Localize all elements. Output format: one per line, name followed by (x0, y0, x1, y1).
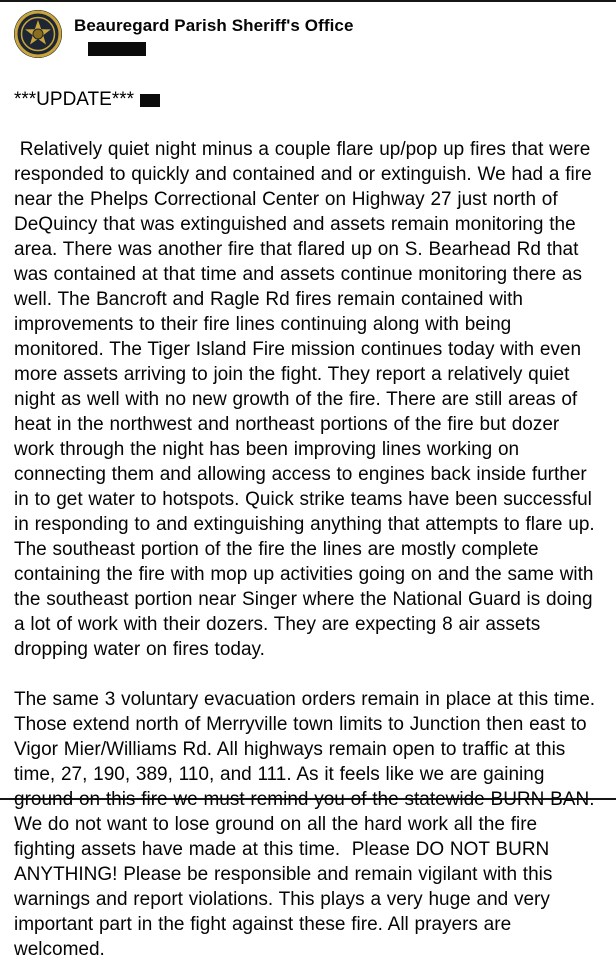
sheriff-badge-icon (14, 10, 62, 58)
redacted-timestamp (88, 42, 146, 56)
post-body (0, 87, 616, 962)
post-header (0, 2, 616, 61)
sheriff-badge-logo[interactable] (14, 10, 62, 58)
page-title[interactable]: Beauregard Parish Sheriff's Office (74, 16, 354, 35)
post-paragraph-2: The same 3 voluntary evacuation orders remain in place at this time. Those extend north of Merryville town limits to Junction then east to Vigor Mier/Williams Rd. All highways remain open to traffic at this time, 27, 190, 389, 110, and 111. As it feels like we are gaining ground on this fire we must remind you of the statewide BURN BAN. We do not want to lose ground on all the hard work all the fire fighting assets have made at this time. Please DO NOT BURN ANYTHING! Please be responsible and remain vigilant with this warnings and report violations. This plays a very huge and very important part in the fight against these fire. All prayers are welcomed. (14, 689, 601, 960)
post-header-text (74, 10, 354, 61)
update-heading: ***UPDATE*** (14, 89, 135, 110)
redacted-mark (140, 94, 160, 107)
update-heading-row (14, 87, 602, 112)
post-paragraph-1: Relatively quiet night minus a couple flare up/pop up fires that were responded to quickly and contained and or extinguish. We had a fire near the Phelps Correctional Center on Highway 27 just north of DeQuincy that was extinguished and assets remain monitoring the area. There was another fire that flared up on S. Bearhead Rd that was contained at that time and assets continue monitoring there as well. The Bancroft and Ragle Rd fires remain contained with improvements to their fire lines continuing along with being monitored. The Tiger Island Fire mission continues today with even more assets arriving to join the fight. They report a relatively quiet night as well with no new growth of the fire. There are still areas of heat in the northwest and northeast portions of the fire but dozer work through the night has been improving lines working on connecting them and allowing access to engines back inside further in to get water to hotspots. Quick strike teams have been successful in responding to and extinguishing anything that attempts to flare up. The southeast portion of the fire the lines are mostly complete containing the fire with mop up activities going on and the same with the southeast portion near Singer where the National Guard is doing a lot of work with their dozers. They are expecting 8 air assets dropping water on fires today. (14, 139, 601, 660)
